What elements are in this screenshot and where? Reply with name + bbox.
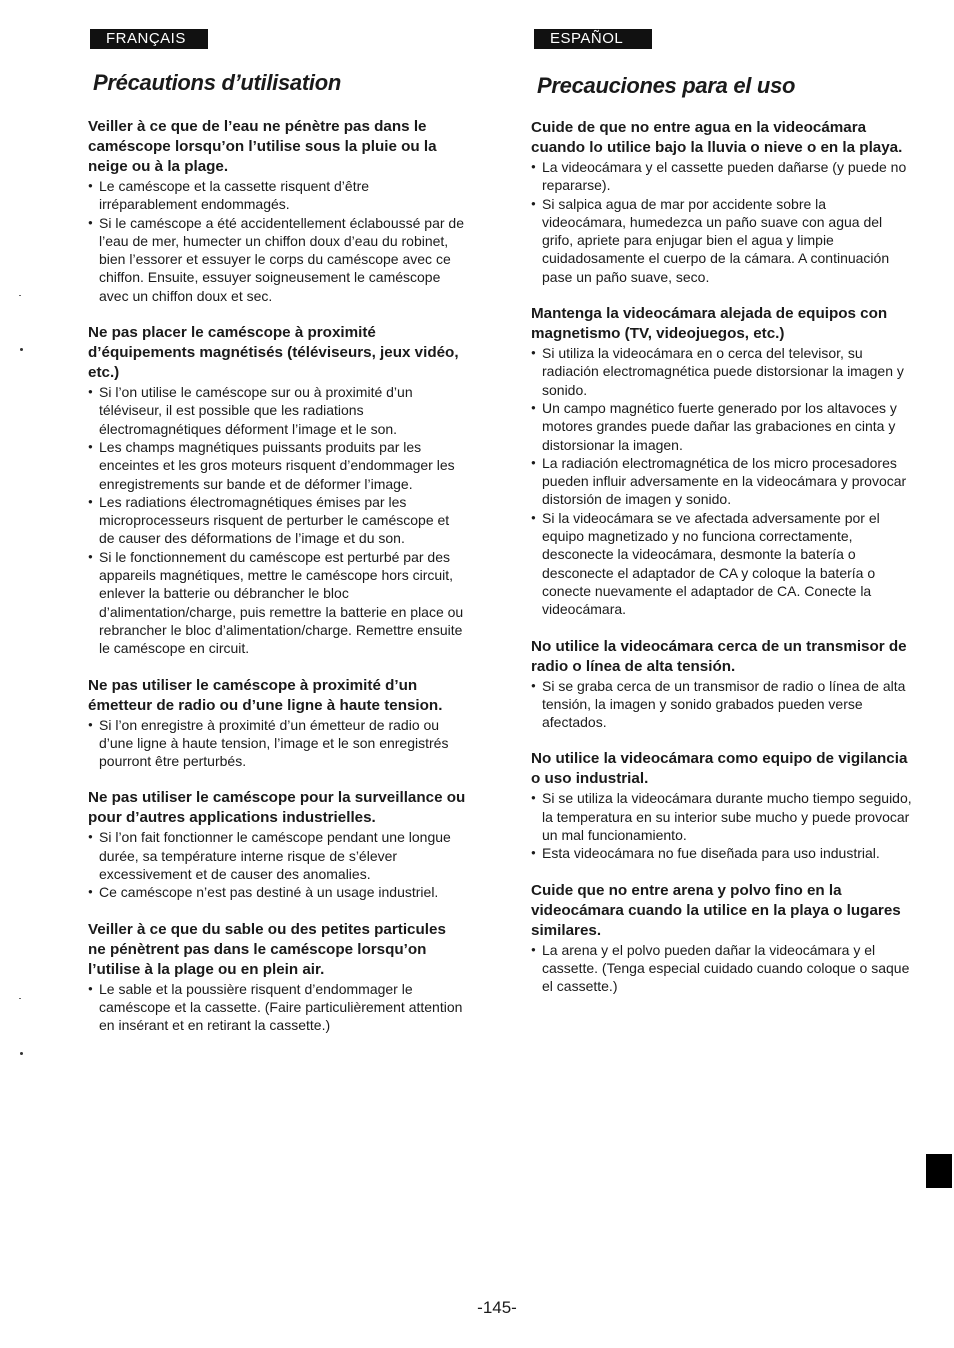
spanish-sections <box>531 118 913 1014</box>
bullet-item: ● Si se utiliza la videocámara durante mucho tiempo seguido, la temperatura en su interior sube mucho y puede provocar un mal funcionamiento. <box>531 789 913 844</box>
section-title: Cuide que no entre arena y polvo fino en la videocámara cuando la utilice en la playa o lugares similares. <box>531 881 901 939</box>
bullet-item: ● Ce caméscope n’est pas destiné à un usage industriel. <box>88 883 466 901</box>
precaution-section <box>88 117 466 305</box>
scan-speck <box>20 1052 23 1055</box>
bullet-item: ● Le sable et la poussière risquent d’endommager le caméscope et la cassette. (Faire particulièrement attention en insérant et en retirant la cassette.) <box>88 980 466 1035</box>
language-badge-french: FRANÇAIS <box>90 29 208 49</box>
precaution-section <box>531 881 913 996</box>
bullet-item: ● Si l’on fait fonctionner le caméscope pendant une longue durée, sa température interne risque de s’élever excessivement et de causer des anomalies. <box>88 828 466 883</box>
language-badge-spanish: ESPAÑOL <box>534 29 652 49</box>
precaution-section <box>531 637 913 732</box>
bullet-list <box>531 789 913 862</box>
precaution-section <box>88 788 466 901</box>
section-title: No utilice la videocámara como equipo de vigilancia o uso industrial. <box>531 750 908 788</box>
bullet-item: ● Si se graba cerca de un transmisor de radio o línea de alta tensión, la imagen y sonido grabados pueden verse afectados. <box>531 677 913 732</box>
bullet-item: ● La radiación electromagnética de los micro procesadores pueden influir adversamente en la videocámara y provocar distorsión de imagen y sonido. <box>531 454 913 509</box>
precaution-section <box>531 118 913 286</box>
section-edge-tab <box>926 1154 952 1188</box>
section-title: Mantenga la videocámara alejada de equipos con magnetismo (TV, videojuegos, etc.) <box>531 305 888 343</box>
page-heading-french: Précautions d’utilisation <box>93 70 341 95</box>
bullet-item: ● Les radiations électromagnétiques émises par les microprocesseurs risquent de perturber le caméscope et de causer des déformations de l’image et du son. <box>88 493 466 548</box>
bullet-list <box>88 980 466 1035</box>
bullet-item: ● Un campo magnético fuerte generado por los altavoces y motores grandes puede dañar las grabaciones en cinta y distorsionar la imagen. <box>531 399 913 454</box>
bullet-list <box>531 158 913 286</box>
section-title: Veiller à ce que de l’eau ne pénètre pas dans le caméscope lorsqu’on l’utilise sous la pluie ou la neige ou à la plage. <box>88 118 437 175</box>
bullet-item: ● Si le fonctionnement du caméscope est perturbé par des appareils magnétiques, mettre le caméscope hors circuit, enlever la batterie ou débrancher le bloc d’alimentation/charge, puis remettre la batterie en place ou rebrancher le bloc d’alimentation/charge. Remettre ensuite le caméscope en circuit. <box>88 548 466 658</box>
bullet-item: ● Si salpica agua de mar por accidente sobre la videocámara, humedezca un paño suave con agua del grifo, apriete para enjugar bien el agua y limpie cuidadosamente el cuerpo de la cámara. A continuación pase un paño suave, seco. <box>531 195 913 286</box>
bullet-item: ● Si la videocámara se ve afectada adversamente por el equipo magnetizado y no funciona correctamente, desconecte la videocámara, desmonte la batería o desconecte el adaptador de CA y coloque la batería o conecte nuevamente el adaptador de CA. Conecte la videocámara. <box>531 509 913 619</box>
section-title: Veiller à ce que du sable ou des petites particules ne pénètrent pas dans le caméscope lorsqu’on l’utilise à la plage ou en plein air. <box>88 920 446 978</box>
section-title: Ne pas utiliser le caméscope pour la surveillance ou pour d’autres applications industrielles. <box>88 789 466 827</box>
scan-speck <box>19 998 21 999</box>
precaution-section <box>88 323 466 657</box>
bullet-item: ● Le caméscope et la cassette risquent d’être irréparablement endommagés. <box>88 177 466 214</box>
precaution-section <box>531 749 913 862</box>
bullet-list <box>531 344 913 618</box>
page-heading-spanish: Precauciones para el uso <box>537 73 796 98</box>
bullet-item: ● Esta videocámara no fue diseñada para uso industrial. <box>531 844 913 862</box>
bullet-item: ● Si l’on enregistre à proximité d’un émetteur de radio ou d’une ligne à haute tension, l’image et le son enregistrés pourront être perturbés. <box>88 716 466 771</box>
bullet-list <box>88 828 466 901</box>
bullet-list <box>531 941 913 996</box>
section-title: Ne pas placer le caméscope à proximité d’équipements magnétisés (téléviseurs, jeux vidéo, etc.) <box>88 324 459 382</box>
section-title: Ne pas utiliser le caméscope à proximité d’un émetteur de radio ou d’une ligne à haute tension. <box>88 676 443 714</box>
page-number: -145- <box>477 1298 517 1317</box>
french-sections <box>88 117 466 1053</box>
bullet-item: ● La arena y el polvo pueden dañar la videocámara y el cassette. (Tenga especial cuidado cuando coloque o saque el cassette.) <box>531 941 913 996</box>
bullet-list <box>88 383 466 657</box>
bullet-item: ● Si le caméscope a été accidentellement éclaboussé par de l’eau de mer, humecter un chiffon doux d’eau du robinet, bien l’essorer et essuyer le corps du caméscope avec ce chiffon. Ensuite, essuyer soigneusement le caméscope avec un chiffon doux et sec. <box>88 214 466 305</box>
bullet-item: ● La videocámara y el cassette pueden dañarse (y puede no repararse). <box>531 158 913 195</box>
precaution-section <box>88 920 466 1035</box>
bullet-list <box>88 716 466 771</box>
precaution-section <box>88 676 466 771</box>
bullet-list <box>88 177 466 305</box>
scan-speck <box>20 348 23 351</box>
bullet-item: ● Les champs magnétiques puissants produits par les enceintes et les gros moteurs risquent d’endommager les enregistrements sur bande et de déformer l’image. <box>88 438 466 493</box>
scan-speck <box>19 295 21 296</box>
bullet-item: ● Si l’on utilise le caméscope sur ou à proximité d’un téléviseur, il est possible que les radiations électromagnétiques déforment l’image et le son. <box>88 383 466 438</box>
bullet-item: ● Si utiliza la videocámara en o cerca del televisor, su radiación electromagnética puede distorsionar la imagen y sonido. <box>531 344 913 399</box>
precaution-section <box>531 304 913 618</box>
section-title: No utilice la videocámara cerca de un transmisor de radio o línea de alta tensión. <box>531 637 907 675</box>
section-title: Cuide de que no entre agua en la videocámara cuando lo utilice bajo la lluvia o nieve o en la playa. <box>531 119 903 156</box>
bullet-list <box>531 677 913 732</box>
